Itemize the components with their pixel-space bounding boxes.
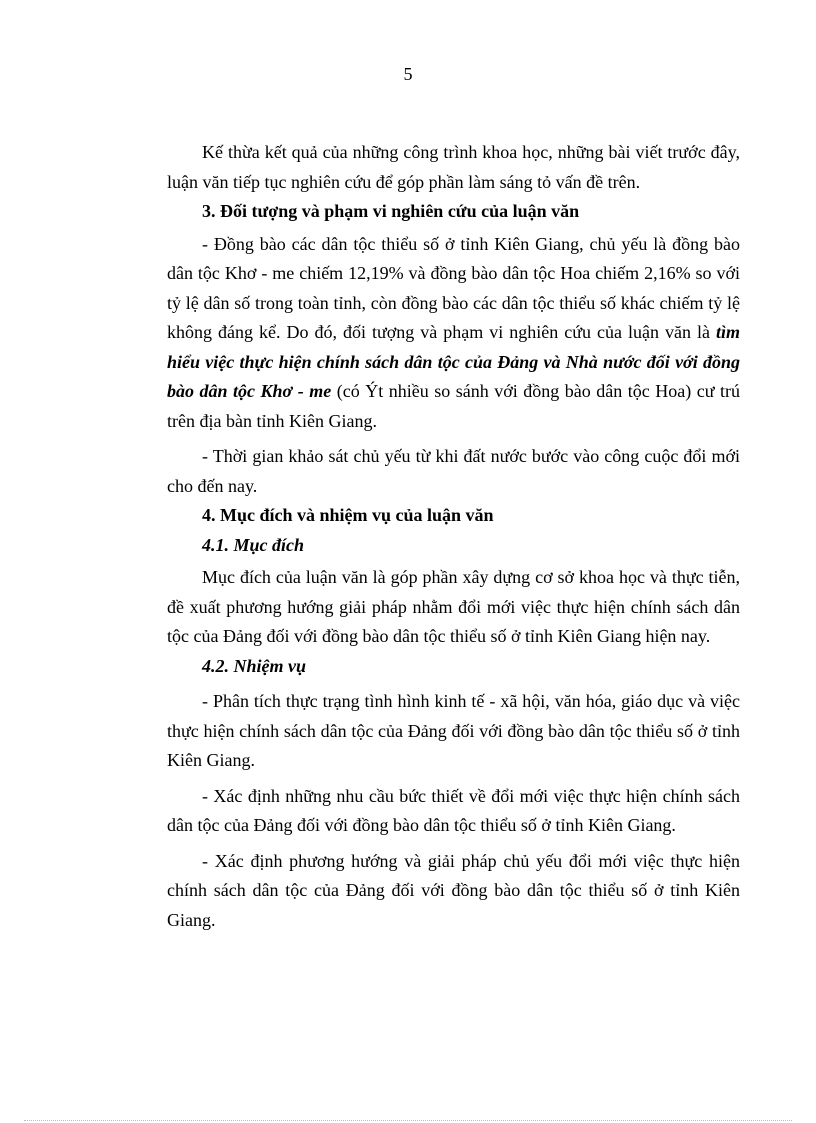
paragraph-task-analysis: - Phân tích thực trạng tình hình kinh tế - xã hội, văn hóa, giáo dục và việc thực hiện chính sách dân tộc của Đảng đối với đồng bào dân tộc thiểu số ở tỉnh Kiên Giang.: [167, 691, 740, 770]
heading-section-3: 3. Đối tượng và phạm vi nghiên cứu của luận văn: [202, 201, 580, 221]
paragraph-time-period: - Thời gian khảo sát chủ yếu từ khi đất nước bước vào công cuộc đổi mới cho đến nay.: [167, 446, 740, 496]
paragraph-purpose: Mục đích của luận văn là góp phần xây dựng cơ sở khoa học và thực tiễn, đề xuất phương hướng giải pháp nhằm đổi mới việc thực hiện chính sách dân tộc của Đảng đối với đồng bào dân tộc thiểu số ở tỉnh Kiên Giang hiện nay.: [167, 567, 740, 646]
heading-section-4-2: 4.2. Nhiệm vụ: [202, 655, 307, 676]
page-bottom-divider: [24, 1120, 792, 1121]
paragraph-scope-emphasis: tìm hiểu việc thực hiện chính sách dân tộc của Đảng và Nhà nước đối với đồng bào dân tộc Khơ - me: [167, 322, 740, 401]
document-body: [167, 138, 740, 935]
paragraph-task-needs: - Xác định những nhu cầu bức thiết về đổi mới việc thực hiện chính sách dân tộc của Đảng đối với đồng bào dân tộc thiểu số ở tỉnh Kiên Giang.: [167, 785, 740, 835]
heading-section-4: 4. Mục đích và nhiệm vụ của luận văn: [202, 505, 494, 525]
paragraph-scope-tail: (có Ýt nhiều so sánh với đồng bào dân tộc Hoa) cư trú trên địa bàn tỉnh Kiên Giang.: [167, 381, 740, 431]
heading-section-4-1: 4.1. Mục đích: [202, 534, 305, 555]
paragraph-scope: [167, 230, 740, 437]
paragraph-task-solutions: - Xác định phương hướng và giải pháp chủ yếu đổi mới việc thực hiện chính sách dân tộc của Đảng đối với đồng bào dân tộc thiểu số ở tỉnh Kiên Giang.: [167, 850, 740, 930]
page-number: 5: [403, 64, 413, 84]
paragraph-inheritance: Kế thừa kết quả của những công trình khoa học, những bài viết trước đây, luận văn tiếp tục nghiên cứu để góp phần làm sáng tỏ vấn đề trên.: [167, 142, 740, 192]
paragraph-scope-text: - Đồng bào các dân tộc thiểu số ở tỉnh Kiên Giang, chủ yếu là đồng bào dân tộc Khơ - me chiếm 12,19% và đồng bào dân tộc Hoa chiếm 2,16% so với tỷ lệ dân số trong toàn tỉnh, còn đồng bào các dân tộc thiểu số khác chiếm tỷ lệ không đáng kể. Do đó, đối tượng và phạm vi nghiên cứu của luận văn là: [167, 233, 740, 342]
